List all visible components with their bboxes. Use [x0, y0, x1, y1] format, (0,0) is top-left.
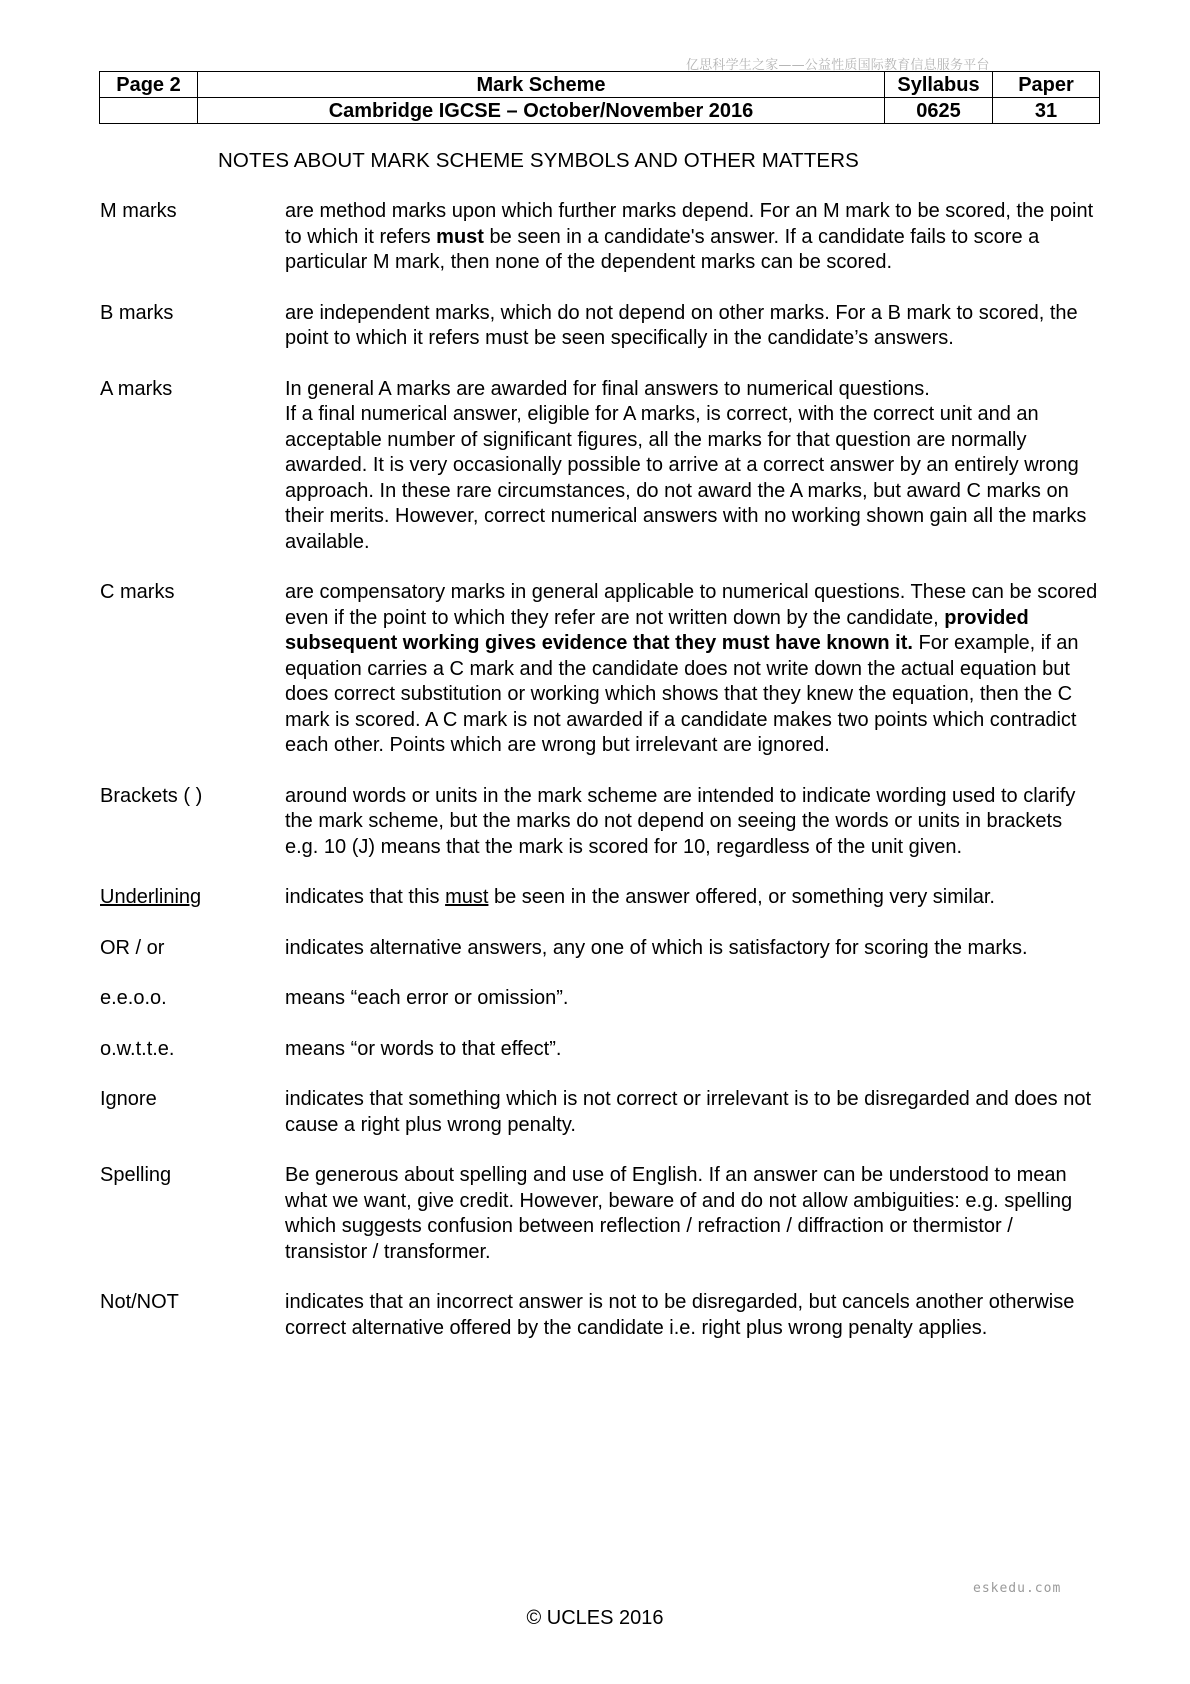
entry-owtte: [100, 1037, 1100, 1063]
entry-ignore: [100, 1087, 1100, 1138]
entry-term: o.w.t.t.e.: [100, 1037, 175, 1060]
entry-definition: indicates alternative answers, any one of which is satisfactory for scoring the marks.: [285, 936, 1028, 959]
footer-copyright: © UCLES 2016: [526, 1607, 664, 1629]
entry-definition: [285, 580, 1100, 759]
entry-definition: Be generous about spelling and use of English. If an answer can be understood to mean what we want, give credit. However, beware of and do not allow ambiguities: e.g. spelling which suggests confusion between reflection / refraction / diffraction or thermistor / transistor / transformer.: [285, 1164, 1073, 1263]
entry-underlining: [100, 885, 1100, 911]
entry-term: Not/NOT: [100, 1291, 179, 1313]
entry-definition: means “each error or omission”.: [285, 987, 569, 1009]
definition-text: be seen in a candidate's answer. If a candidate fails to score a particular M mark, then none of the dependent marks can be scored.: [285, 225, 1040, 273]
entry-m-marks: [100, 199, 1100, 276]
empty-cell: [100, 98, 198, 124]
entry-eeoo: [100, 986, 1100, 1012]
header-title: Mark Scheme: [198, 72, 885, 98]
header-table: [99, 71, 1100, 124]
entry-definition: [285, 377, 1100, 556]
entry-definition: indicates that an incorrect answer is not to be disregarded, but cancels another otherwise correct alternative offered by the candidate i.e. right plus wrong penalty applies.: [285, 1291, 1075, 1339]
entry-definition: are independent marks, which do not depend on other marks. For a B mark to scored, the point to which it refers must be seen specifically in the candidate’s answers.: [285, 301, 1078, 349]
entry-a-marks: [100, 377, 1100, 556]
definition-bold: provided subsequent working gives evidence that they must have known it.: [285, 606, 1029, 654]
entry-b-marks: [100, 301, 1100, 352]
paper-label: Paper: [993, 72, 1100, 98]
entry-brackets: [100, 784, 1100, 861]
definition-bold: must: [436, 225, 484, 248]
entry-definition: [285, 885, 1100, 911]
entry-definition: means “or words to that effect”.: [285, 1037, 562, 1060]
definition-text: If a final numerical answer, eligible for A marks, is correct, with the correct unit and an acceptable number of significant figures, all the marks for that question are normally awarded. It is very occasionally possible to arrive at a correct answer by an entirely wrong approach. In these rare circumstances, do not award the A marks, but award C marks on their merits. However, correct numerical answers with no working shown gain all the marks available.: [285, 403, 1087, 553]
watermark-top: 亿思科学生之家——公益性质国际教育信息服务平台: [686, 58, 990, 73]
entry-definition: around words or units in the mark scheme are intended to indicate wording used to clarify the mark scheme, but the marks do not depend on seeing the words or units in brackets e.g. 10 (J) means that the mark is scored for 10, regardless of the unit given.: [285, 784, 1076, 858]
page-number: Page 2: [100, 72, 198, 98]
entry-term: C marks: [100, 581, 175, 603]
entry-term: Ignore: [100, 1088, 157, 1110]
entry-term: Brackets ( ): [100, 784, 203, 807]
entry-term: A marks: [100, 377, 173, 400]
entry-definition: indicates that something which is not correct or irrelevant is to be disregarded and does not cause a right plus wrong penalty.: [285, 1088, 1091, 1136]
header-subtitle: Cambridge IGCSE – October/November 2016: [198, 98, 885, 124]
notes-list: [100, 199, 1100, 1366]
paper-value: 31: [993, 98, 1100, 124]
entry-term: B marks: [100, 301, 174, 324]
definition-underlined: must: [445, 886, 489, 908]
entry-term: Spelling: [100, 1164, 172, 1186]
notes-title: NOTES ABOUT MARK SCHEME SYMBOLS AND OTHER MATTERS: [218, 149, 859, 172]
entry-term: OR / or: [100, 936, 165, 959]
definition-text: For example, if an equation carries a C mark and the candidate does not write down the actual equation but does correct substitution or working which shows that they knew the equation, then the C mark is scored. A C mark is not awarded if a candidate makes two points which contradict each other. Points which are wrong but irrelevant are ignored.: [285, 632, 1079, 756]
definition-text: indicates that this: [285, 886, 446, 908]
definition-text: In general A marks are awarded for final answers to numerical questions.: [285, 377, 930, 400]
definition-text: are method marks upon which further marks depend. For an M mark to be scored, the point to which it refers: [285, 200, 1094, 248]
entry-term: e.e.o.o.: [100, 987, 167, 1009]
entry-c-marks: [100, 580, 1100, 759]
entry-term: M marks: [100, 200, 177, 222]
watermark-bottom: eskedu.com: [973, 1581, 1062, 1596]
syllabus-label: Syllabus: [885, 72, 993, 98]
syllabus-value: 0625: [885, 98, 993, 124]
entry-spelling: [100, 1163, 1100, 1265]
definition-text: be seen in the answer offered, or something very similar.: [488, 886, 995, 908]
definition-text: are compensatory marks in general applicable to numerical questions. These can be scored even if the point to which they refer are not written down by the candidate,: [285, 581, 1098, 629]
entry-term: Underlining: [100, 886, 202, 908]
entry-not: [100, 1290, 1100, 1341]
entry-or: [100, 936, 1100, 962]
entry-definition: [285, 199, 1100, 276]
